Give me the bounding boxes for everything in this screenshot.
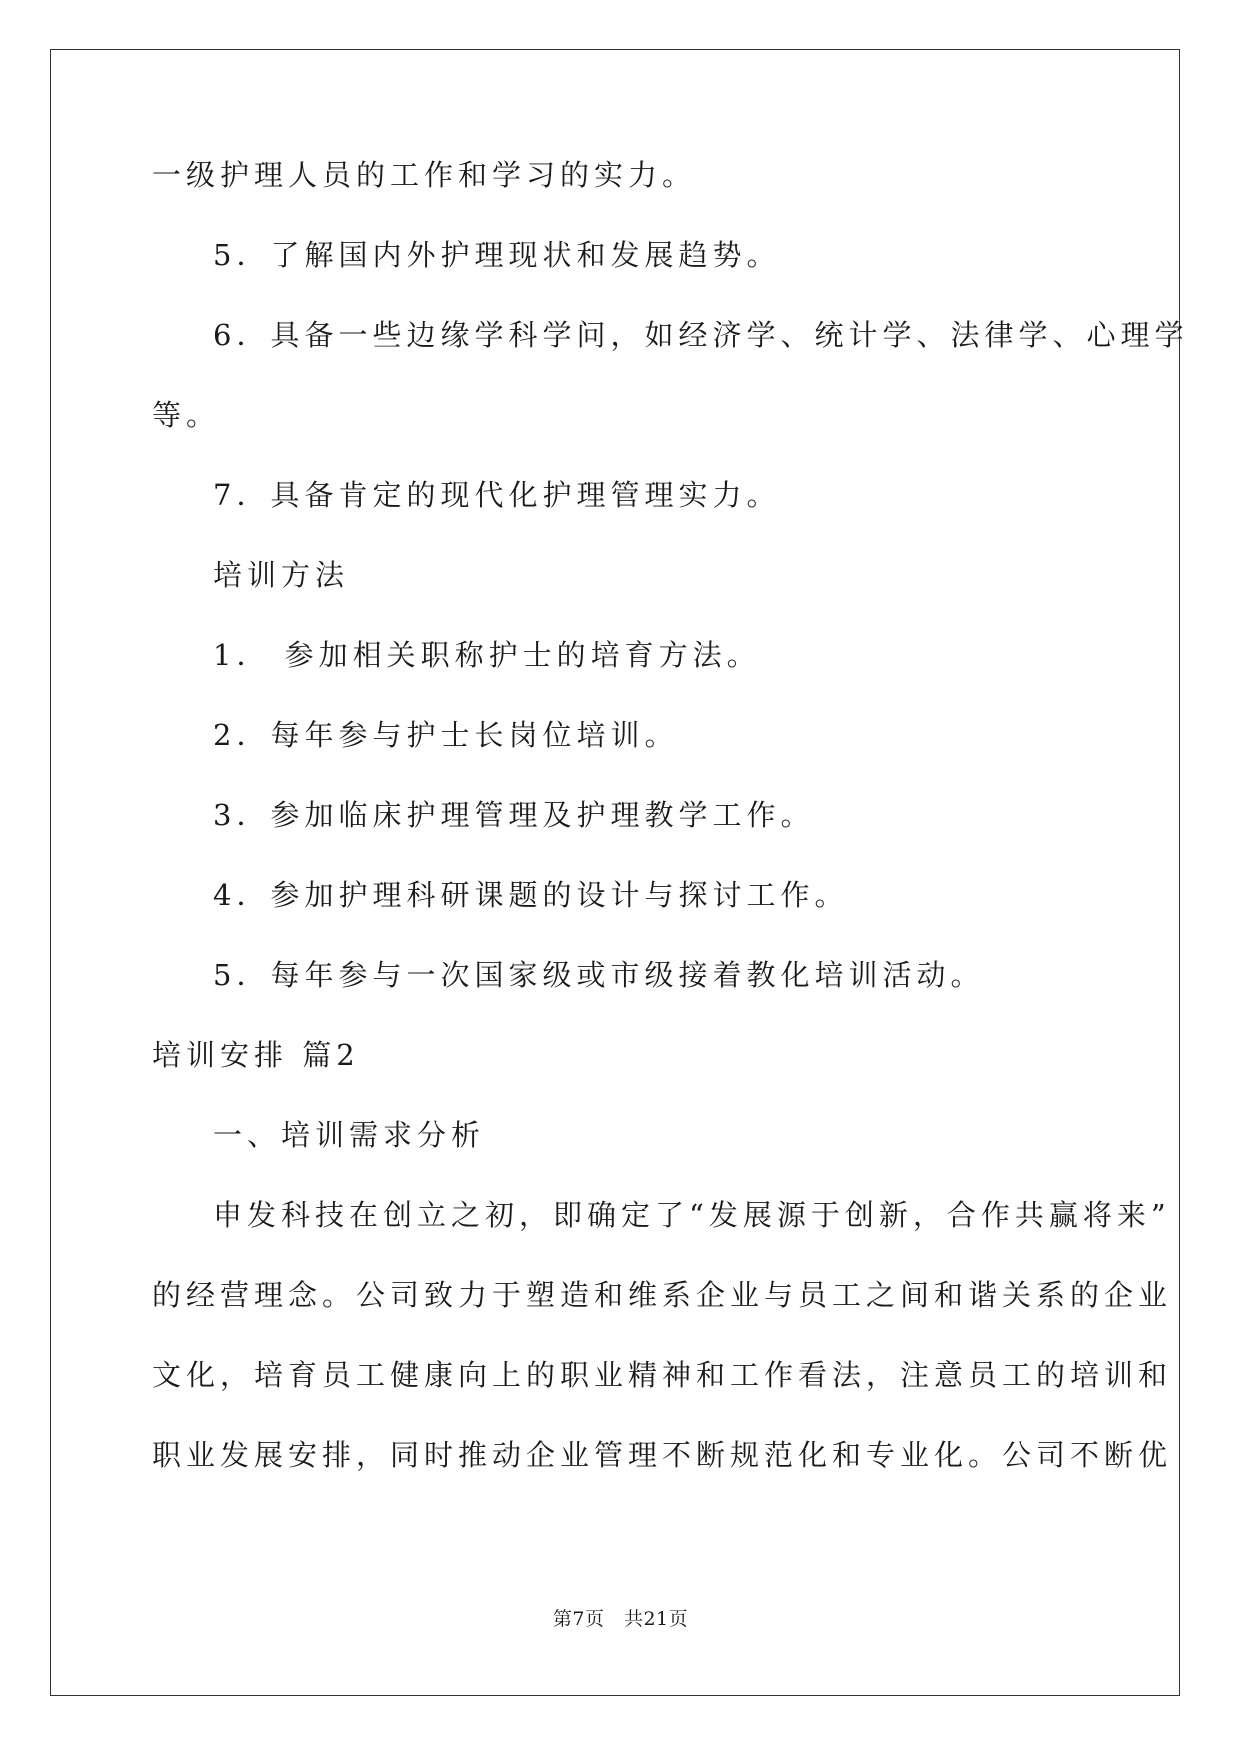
body-line: 的经营理念。公司致力于塑造和维系企业与员工之间和谐关系的企业 bbox=[152, 1278, 1173, 1312]
body-line: 5．每年参与一次国家级或市级接着教化培训活动。 bbox=[213, 958, 985, 992]
page-number: 第7页 共21页 bbox=[552, 1608, 689, 1630]
body-line: 5．了解国内外护理现状和发展趋势。 bbox=[213, 238, 781, 272]
body-line: 2．每年参与护士长岗位培训。 bbox=[213, 718, 679, 752]
section-heading: 一、培训需求分析 bbox=[213, 1118, 486, 1152]
body-line: 6．具备一些边缘学科学问，如经济学、统计学、法律学、心理学 bbox=[213, 318, 1189, 352]
body-line: 7．具备肯定的现代化护理管理实力。 bbox=[213, 478, 781, 512]
body-line: 3．参加临床护理管理及护理教学工作。 bbox=[213, 798, 815, 832]
body-line: 文化，培育员工健康向上的职业精神和工作看法，注意员工的培训和 bbox=[152, 1358, 1173, 1392]
body-line: 4．参加护理科研课题的设计与探讨工作。 bbox=[213, 878, 849, 912]
body-line: 一级护理人员的工作和学习的实力。 bbox=[152, 158, 697, 192]
article-heading: 培训安排 篇2 bbox=[152, 1038, 360, 1072]
section-heading: 培训方法 bbox=[213, 558, 350, 592]
body-line: 1． 参加相关职称护士的培育方法。 bbox=[213, 638, 761, 672]
body-line: 申发科技在创立之初，即确定了“发展源于创新，合作共赢将来” bbox=[213, 1198, 1171, 1232]
body-line: 等。 bbox=[152, 398, 221, 432]
body-line: 职业发展安排，同时推动企业管理不断规范化和专业化。公司不断优 bbox=[152, 1438, 1173, 1472]
